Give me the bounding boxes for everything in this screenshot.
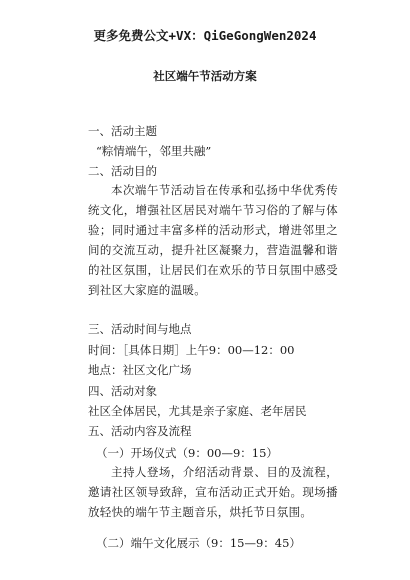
subsection-heading-opening: （一）开场仪式（9：00—9：15） xyxy=(96,446,278,460)
opening-paragraph: 主持人登场，介绍活动背景、目的及流程，邀请社区领导致辞，宣布活动正式开始。现场播放轻快的端午节主题音乐，烘托节日氛围。 xyxy=(88,465,338,519)
section-heading-time-place: 三、活动时间与地点 xyxy=(88,322,192,336)
section-heading-content: 五、活动内容及流程 xyxy=(88,424,192,438)
event-place: 地点：社区文化广场 xyxy=(88,363,192,377)
event-time: 时间：［具体日期］上午9：00—12：00 xyxy=(88,343,295,357)
section-heading-audience: 四、活动对象 xyxy=(88,384,157,398)
document-title: 社区端午节活动方案 xyxy=(153,69,257,83)
section-heading-purpose: 二、活动目的 xyxy=(88,164,157,178)
purpose-paragraph: 本次端午节活动旨在传承和弘扬中华优秀传统文化，增强社区居民对端午节习俗的了解与体验；同时通过丰富多样的活动形式，增进邻里之间的交流互动，提升社区凝聚力，营造温馨和谐的社区氛围，让居民们在欢乐的节日氛围中感受到社区大家庭的温暖。 xyxy=(88,183,338,297)
theme-slogan: “粽情端午，邻里共融” xyxy=(96,144,212,158)
audience-text: 社区全体居民，尤其是亲子家庭、老年居民 xyxy=(88,404,307,418)
subsection-heading-culture: （二）端午文化展示（9：15—9：45） xyxy=(96,536,301,550)
section-heading-theme: 一、活动主题 xyxy=(88,124,157,138)
watermark-text: 更多免费公文+VX：QiGeGongWen2024 xyxy=(93,28,317,43)
